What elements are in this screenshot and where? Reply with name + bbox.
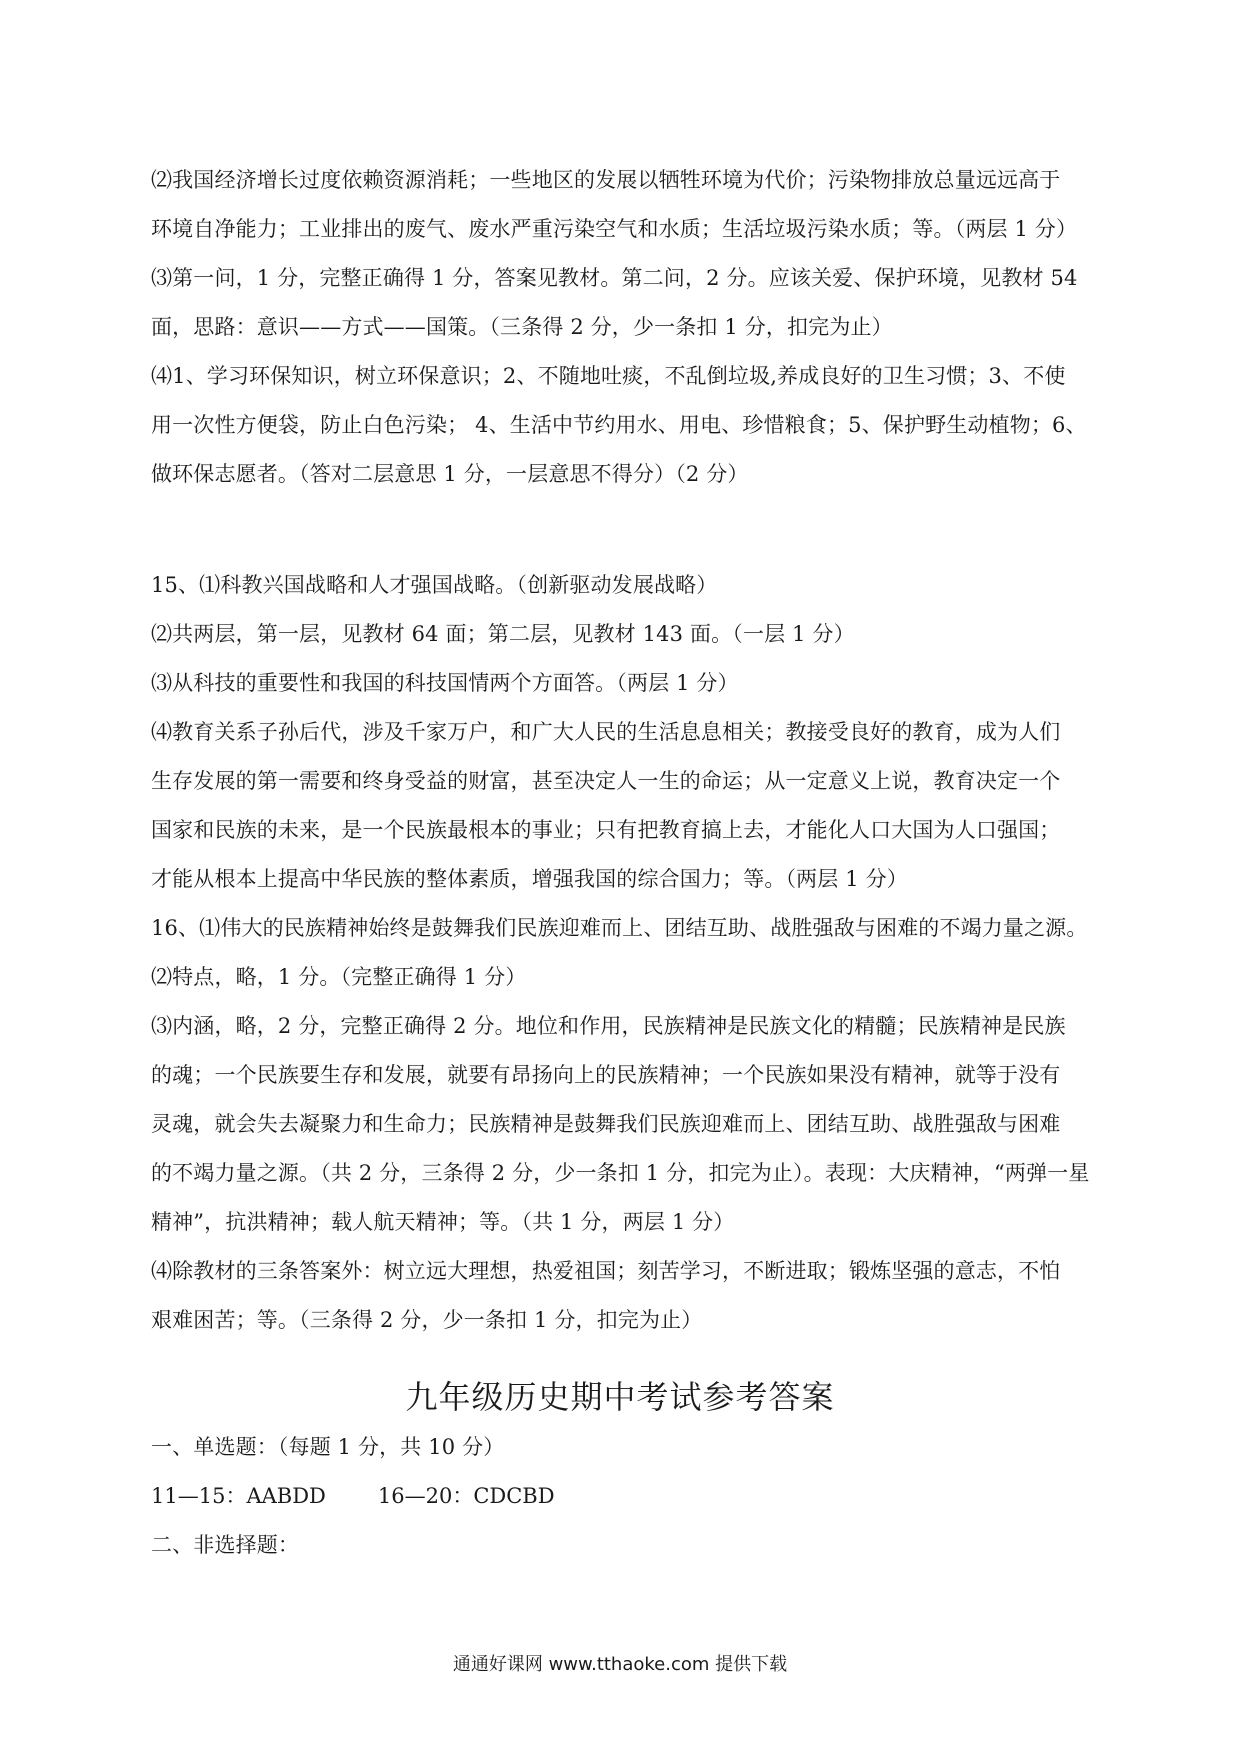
answer-document [151,156,1101,1345]
spacer [151,499,1101,561]
answer-line: 做环保志愿者。（答对二层意思 1 分，一层意思不得分）（2 分） [151,462,749,486]
answer-line: 国家和民族的未来，是一个民族最根本的事业；只有把教育搞上去，才能化人口大国为人口强国； [151,818,1061,842]
section-heading: 二、非选择题： [151,1533,300,1557]
answer-line: 的不竭力量之源。（共 2 分，三条得 2 分，少一条扣 1 分，扣完为止）。表现：大庆精神，“两弹一星 [151,1161,1090,1185]
answer-line: 15、⑴科教兴国战略和人才强国战略。（创新驱动发展战略） [151,573,718,597]
multiple-choice-answers [151,1472,1101,1521]
answer-line: 生存发展的第一需要和终身受益的财富，甚至决定人一生的命运；从一定意义上说，教育决定一个 [151,769,1061,793]
answer-line: ⑷教育关系子孙后代，涉及千家万户，和广大人民的生活息息相关；教接受良好的教育，成为人们 [151,720,1061,744]
section-heading: 一、单选题：（每题 1 分，共 10 分） [151,1435,505,1459]
answer-line: ⑶内涵，略，2 分，完整正确得 2 分。地位和作用，民族精神是民族文化的精髓；民族精神是民族 [151,1014,1066,1038]
answer-line: 面，思路：意识——方式——国策。（三条得 2 分，少一条扣 1 分，扣完为止） [151,315,893,339]
answer-line: ⑶从科技的重要性和我国的科技国情两个方面答。（两层 1 分） [151,671,739,695]
q14-answers [151,156,1101,499]
answer-line: ⑵特点，略，1 分。（完整正确得 1 分） [151,965,527,989]
history-answers [151,1423,1101,1570]
answer-line: 环境自净能力；工业排出的废气、废水严重污染空气和水质；生活垃圾污染水质；等。（两层 1 分） [151,217,1078,241]
answer-line: ⑷除教材的三条答案外：树立远大理想，热爱祖国；刻苦学习，不断进取；锻炼坚强的意志，不怕 [151,1259,1061,1283]
answer-line: ⑵共两层，第一层，见教材 64 面；第二层，见教材 143 面。（一层 1 分） [151,622,855,646]
answer-line: 艰难困苦；等。（三条得 2 分，少一条扣 1 分，扣完为止） [151,1308,703,1332]
answer-line: 用一次性方便袋，防止白色污染； 4、生活中节约用水、用电、珍惜粮食；5、保护野生动植物；6、 [151,413,1087,437]
answer-line: ⑶第一问，1 分，完整正确得 1 分，答案见教材。第二问，2 分。应该关爱、保护环境，见教材 54 [151,266,1078,290]
answer-line: 才能从根本上提高中华民族的整体素质，增强我国的综合国力；等。（两层 1 分） [151,867,908,891]
q15-q16-answers [151,561,1101,1345]
answer-line: 的魂；一个民族要生存和发展，就要有昂扬向上的民族精神；一个民族如果没有精神，就等于没有 [151,1063,1061,1087]
answer-line: ⑵我国经济增长过度依赖资源消耗；一些地区的发展以牺牲环境为代价；污染物排放总量远远高于 [151,168,1061,192]
answer-line: 16、⑴伟大的民族精神始终是鼓舞我们民族迎难而上、团结互助、战胜强敌与困难的不竭力量之源。 [151,916,1088,940]
history-title: 九年级历史期中考试参考答案 [405,1378,835,1416]
answers-16-20: 16—20：CDCBD [377,1484,555,1508]
answer-line: 灵魂，就会失去凝聚力和生命力；民族精神是鼓舞我们民族迎难而上、团结互助、战胜强敌与困难 [151,1112,1061,1136]
answer-line: 精神”，抗洪精神；载人航天精神；等。（共 1 分，两层 1 分） [151,1210,735,1234]
download-footer: 通通好课网 www.tthaoke.com 提供下载 [452,1654,788,1675]
answer-line: ⑷1、学习环保知识，树立环保意识；2、不随地吐痰，不乱倒垃圾,养成良好的卫生习惯；3、不使 [151,364,1066,388]
answers-11-15: 11—15：AABDD [151,1484,326,1508]
